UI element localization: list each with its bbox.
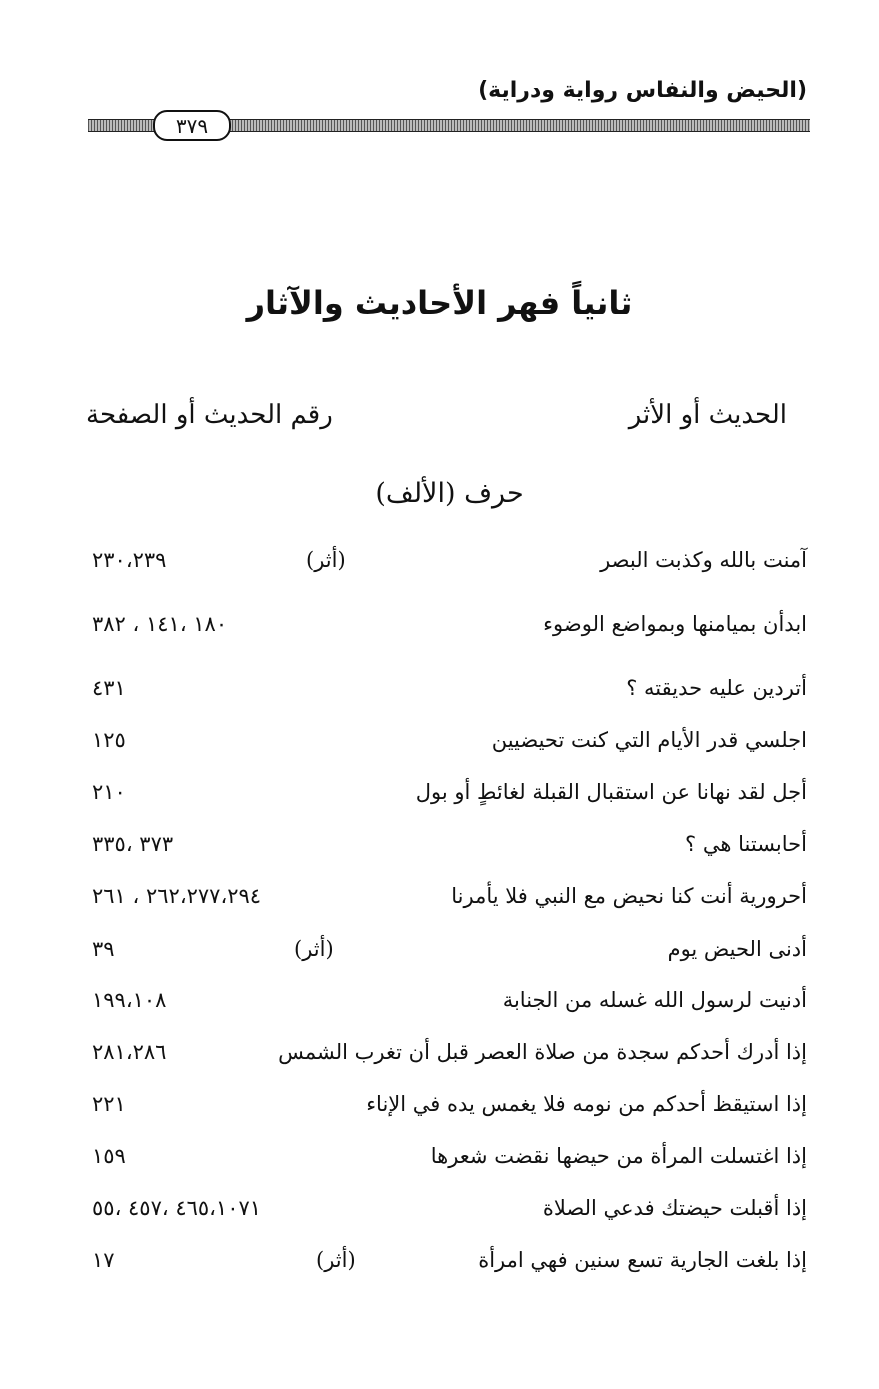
entry-pages: ٢٦٢،٢٧٧،٢٩٤ ، ٢٦١ xyxy=(92,884,262,908)
entry-pages: ١٩٩،١٠٨ xyxy=(92,988,167,1012)
entry-text: أدنى الحيض يوم xyxy=(667,937,807,961)
entry-pages: ١٧ xyxy=(92,1248,115,1272)
entry-pages: ١٨٠ ،١٤١ ، ٣٨٢ xyxy=(92,612,228,636)
index-row xyxy=(0,988,879,1028)
entry-pages: ٤٦٥،١٠٧١ ،٤٥٧ ،٥٥ xyxy=(92,1196,262,1220)
section-title: ثانياً فهر الأحاديث والآثار xyxy=(246,284,633,322)
entry-text: ابدأن بميامنها وبمواضع الوضوء xyxy=(543,612,807,636)
entry-text: إذا أدرك أحدكم سجدة من صلاة العصر قبل أن تغرب الشمس xyxy=(278,1040,807,1064)
entry-pages: ٢٢١ xyxy=(92,1092,126,1116)
hadith-column-heading: الحديث أو الأثر xyxy=(628,400,787,430)
entry-pages: ٣٧٣ ،٣٣٥ xyxy=(92,832,174,856)
index-row xyxy=(0,832,879,872)
entry-pages: ٢٣٠،٢٣٩ xyxy=(92,548,167,572)
entry-tag: (أثر) xyxy=(294,937,334,961)
letter-heading: حرف (الألف) xyxy=(375,478,524,509)
entry-text: أدنيت لرسول الله غسله من الجنابة xyxy=(502,988,807,1012)
entry-text: إذا بلغت الجارية تسع سنين فهي امرأة xyxy=(478,1248,807,1272)
index-row xyxy=(0,1144,879,1184)
index-row xyxy=(0,676,879,716)
index-row xyxy=(0,548,879,588)
entry-text: أحابستنا هي ؟ xyxy=(685,832,807,856)
page-column-heading: رقم الحديث أو الصفحة xyxy=(86,400,333,430)
entry-text: أحرورية أنت كنا نحيض مع النبي فلا يأمرنا xyxy=(451,884,807,908)
entry-tag: (أثر) xyxy=(316,1248,356,1272)
index-row xyxy=(0,1196,879,1236)
entry-text: أتردين عليه حديقته ؟ xyxy=(626,676,807,700)
entry-pages: ٤٣١ xyxy=(92,676,126,700)
entry-tag: (أثر) xyxy=(306,548,346,572)
entry-pages: ٢٨١،٢٨٦ xyxy=(92,1040,167,1064)
entry-text: إذا اغتسلت المرأة من حيضها نقضت شعرها xyxy=(430,1144,807,1168)
entry-pages: ١٥٩ xyxy=(92,1144,126,1168)
entry-pages: ٢١٠ xyxy=(92,780,126,804)
entry-text: إذا استيقظ أحدكم من نومه فلا يغمس يده في الإناء xyxy=(366,1092,807,1116)
entry-pages: ٣٩ xyxy=(92,937,115,961)
running-title: (الحيض والنفاس رواية ودراية) xyxy=(478,78,807,103)
index-row xyxy=(0,884,879,924)
index-row xyxy=(0,937,879,977)
index-row xyxy=(0,728,879,768)
entry-text: إذا أقبلت حيضتك فدعي الصلاة xyxy=(542,1196,807,1220)
entry-text: اجلسي قدر الأيام التي كنت تحيضيين xyxy=(491,728,807,752)
index-row xyxy=(0,1248,879,1288)
index-row xyxy=(0,612,879,652)
entry-pages: ١٢٥ xyxy=(92,728,126,752)
entry-text: أجل لقد نهانا عن استقبال القبلة لغائطٍ أو بول xyxy=(415,780,807,804)
page-number-badge xyxy=(153,110,231,141)
page-number: ٣٧٩ xyxy=(175,113,209,138)
entry-text: آمنت بالله وكذبت البصر xyxy=(600,548,807,572)
index-row xyxy=(0,1040,879,1080)
index-row xyxy=(0,1092,879,1132)
index-row xyxy=(0,780,879,820)
